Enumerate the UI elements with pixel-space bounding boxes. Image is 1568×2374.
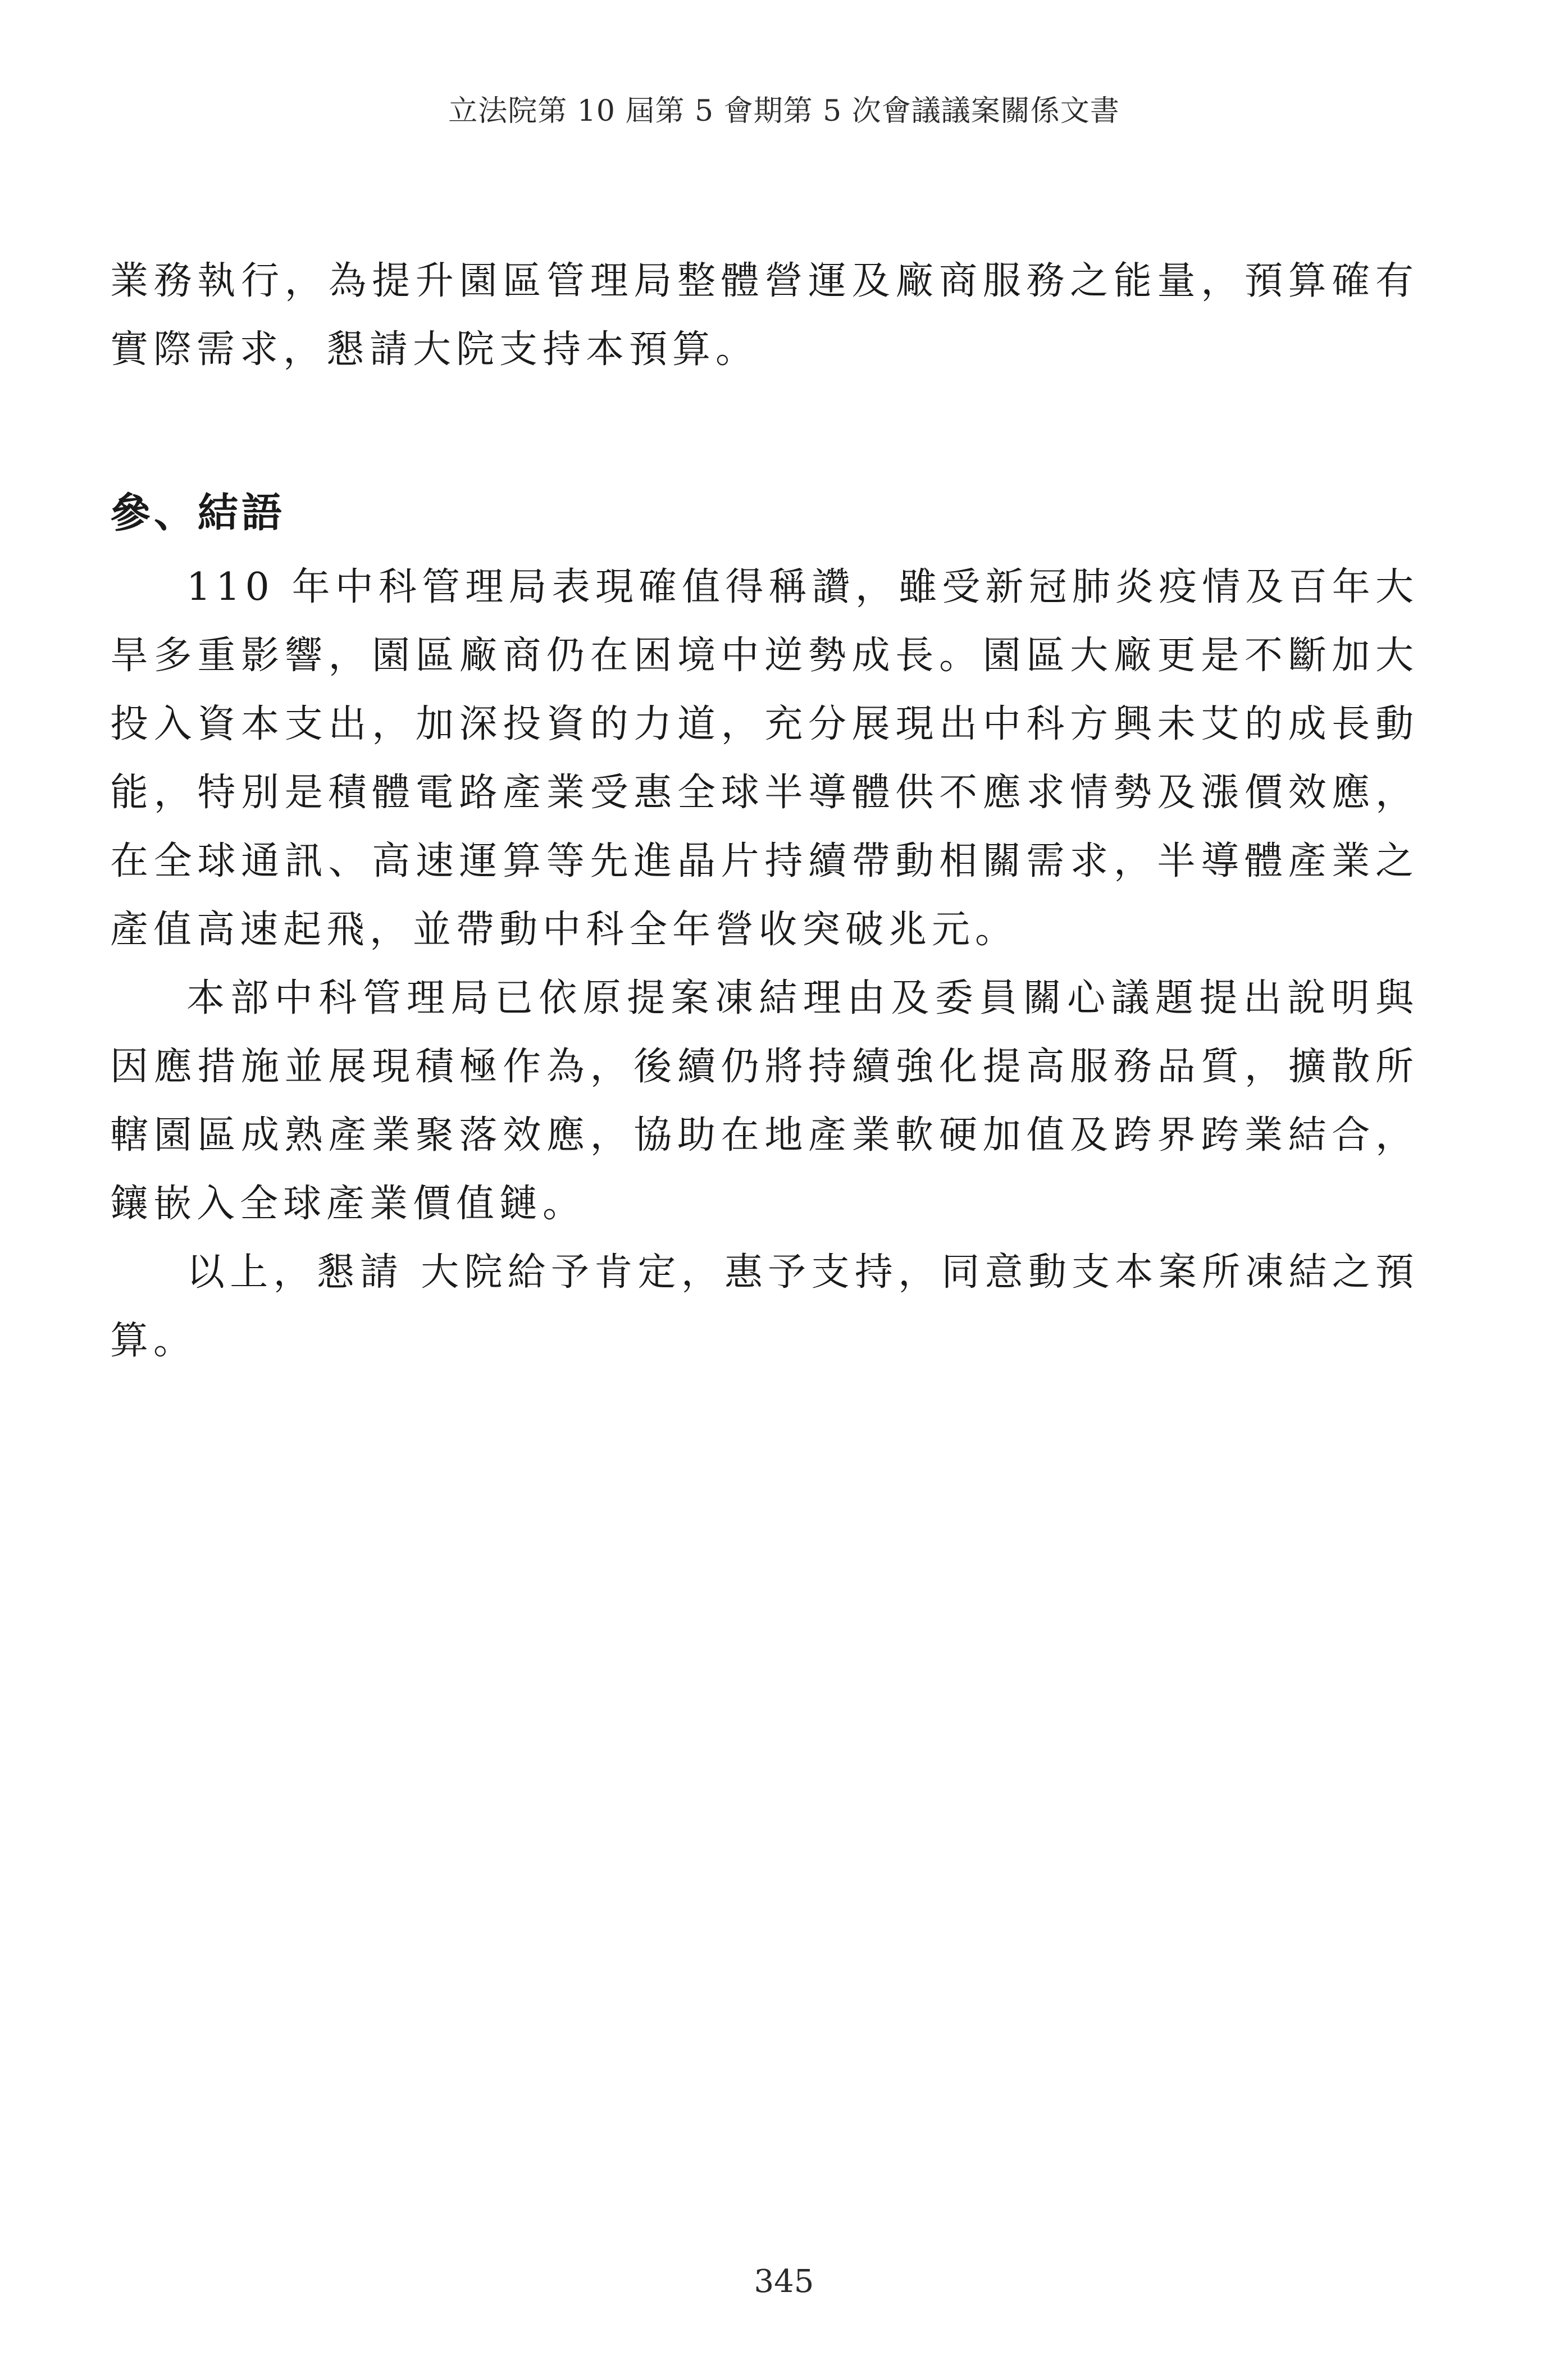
conclusion-paragraph-1: 110 年中科管理局表現確值得稱讚，雖受新冠肺炎疫情及百年大旱多重影響，園區廠商仍在困境中逆勢成長。園區大廠更是不斷加大投入資本支出，加深投資的力道，充分展現出中科方興未艾的成長動能，特別是積體電路產業受惠全球半導體供不應求情勢及漲價效應，在全球通訊、高速運算等先進晶片持續帶動相關需求，半導體產業之產值高速起飛，並帶動中科全年營收突破兆元。 [110,565,1419,952]
conclusion-body [110,553,1419,1375]
page-number: 345 [754,2263,814,2300]
conclusion-paragraph-3: 以上，懇請 大院給予肯定，惠予支持，同意動支本案所凍結之預算。 [110,1250,1419,1363]
conclusion-paragraph-2: 本部中科管理局已依原提案凍結理由及委員關心議題提出說明與因應措施並展現積極作為，後續仍將持續強化提高服務品質，擴散所轄園區成熟產業聚落效應，協助在地產業軟硬加值及跨界跨業結合，鑲嵌入全球產業價值鏈。 [110,976,1419,1226]
section-heading: 參、結語 [110,489,286,536]
intro-paragraph: 業務執行，為提升園區管理局整體營運及廠商服務之能量，預算確有實際需求，懇請大院支持本預算。 [110,259,1419,372]
page-header: 立法院第 10 屆第 5 會期第 5 次會議議案關係文書 [448,94,1120,128]
